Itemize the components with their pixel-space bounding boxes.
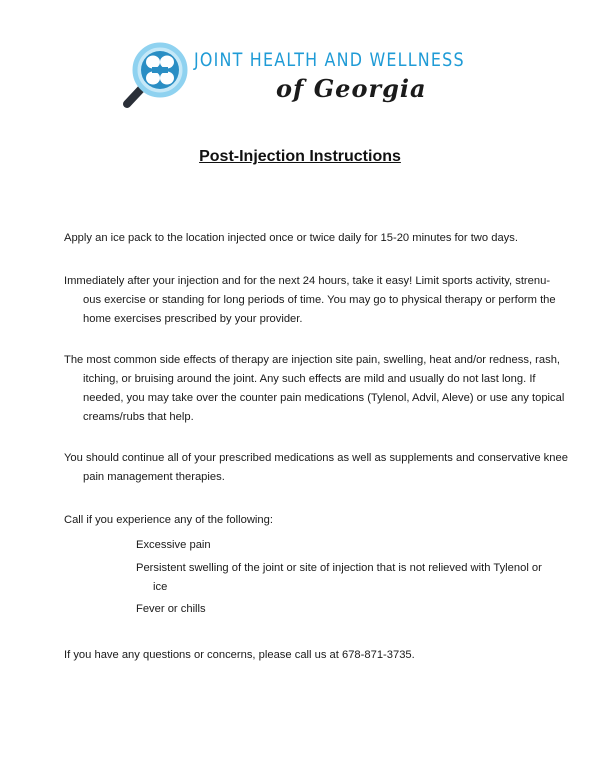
list-item (136, 559, 542, 597)
paragraph-line: The most common side effects of therapy are injection site pain, swelling, heat and/or redness, rash, (64, 354, 561, 366)
paragraph-line: If you have any questions or concerns, please call us at 678-871-3735. (64, 649, 415, 661)
page-title: Post-Injection Instructions (199, 148, 401, 165)
list-item-line: Persistent swelling of the joint or site of injection that is not relieved with Tylenol or (136, 562, 542, 574)
paragraph-rest (64, 272, 556, 329)
list-item-line: ice (153, 581, 168, 593)
paragraph-medications (64, 449, 568, 487)
paragraph-call-intro (64, 511, 544, 530)
paragraph-line: You should continue all of your prescribed medications as well as supplements and conservative knee (64, 452, 568, 464)
logo-subtitle: of Georgia (276, 74, 427, 103)
list-item: Excessive pain (136, 539, 211, 551)
paragraph-line: Apply an ice pack to the location injected once or twice daily for 15-20 minutes for two days. (64, 232, 518, 244)
practice-logo (118, 40, 478, 112)
paragraph-line: home exercises prescribed by your provider. (83, 313, 303, 325)
paragraph-line: Immediately after your injection and for the next 24 hours, take it easy! Limit sports activity, strenu- (64, 275, 551, 287)
paragraph-contact (64, 646, 544, 665)
paragraph-line: ous exercise or standing for long periods of time. You may go to physical therapy or perform the (83, 294, 556, 306)
list-item: Fever or chills (136, 603, 206, 615)
paragraph-line: needed, you may take over the counter pain medications (Tylenol, Advil, Aleve) or use any topical (83, 392, 565, 404)
paragraph-ice-pack (64, 229, 544, 248)
magnifier-knee-icon (118, 40, 196, 112)
paragraph-line: creams/rubs that help. (83, 411, 194, 423)
paragraph-side-effects (64, 351, 565, 427)
paragraph-line: pain management therapies. (83, 471, 225, 483)
paragraph-line: Call if you experience any of the following: (64, 514, 273, 526)
logo-title: JOINT HEALTH AND WELLNESS (194, 50, 465, 71)
paragraph-line: itching, or bruising around the joint. Any such effects are mild and usually do not last long. If (83, 373, 536, 385)
